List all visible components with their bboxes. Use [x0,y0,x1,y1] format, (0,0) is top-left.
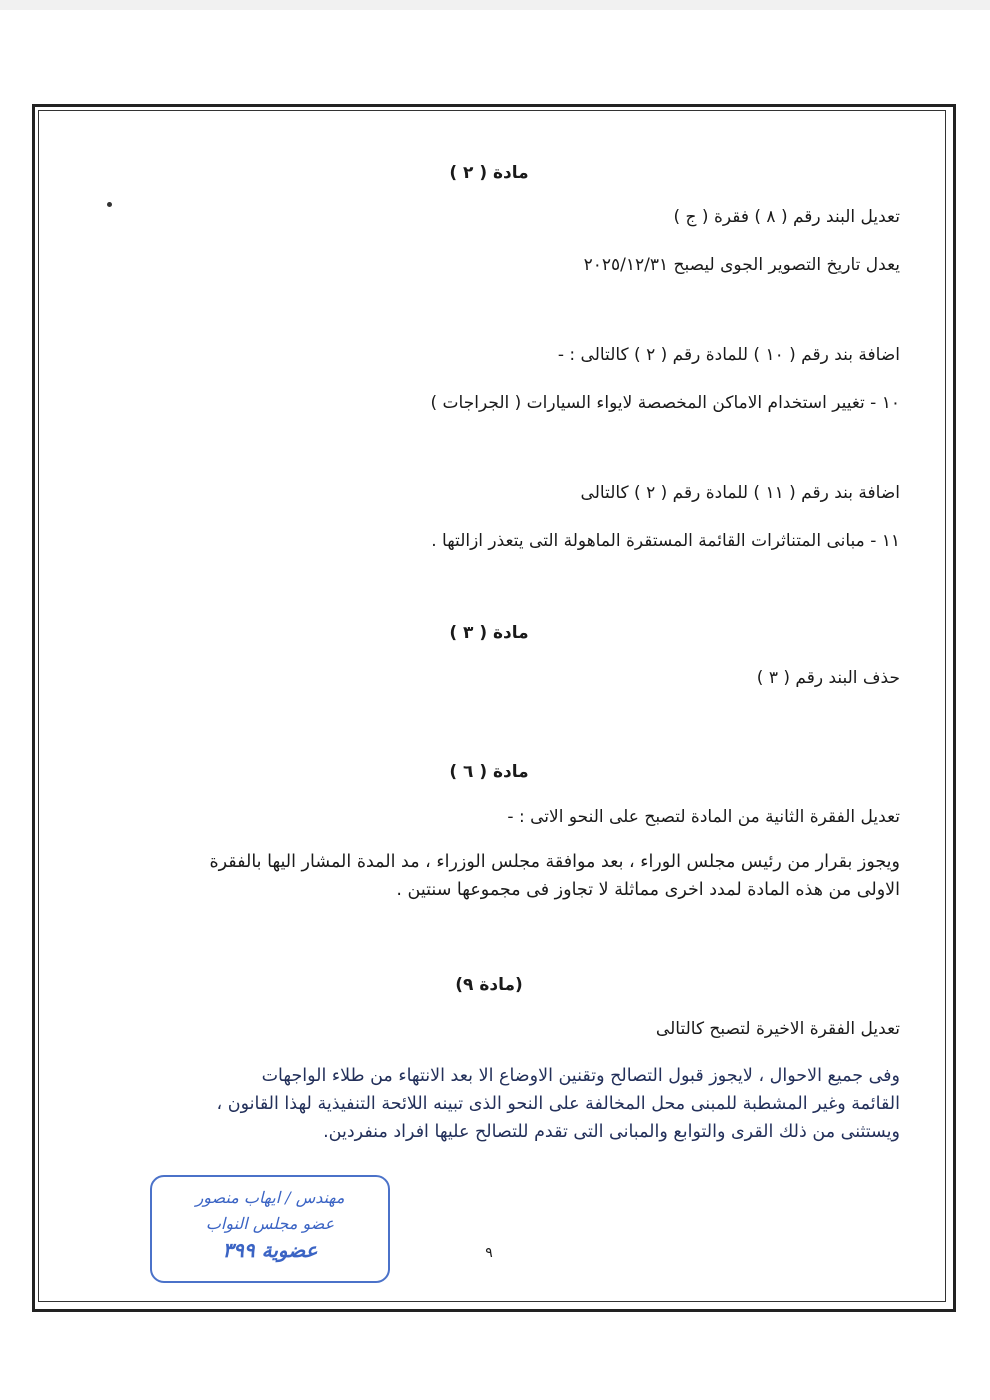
article-9-line-2: القائمة وغير المشطبة للمبنى محل المخالفة على النحو الذى تبينه اللائحة التنفيذية لهذا القانون ، [216,1094,900,1114]
scan-edge [0,0,990,10]
stamp-line-2: عضو مجلس النواب [205,1214,335,1233]
article-9-paragraph [78,1062,900,1146]
page-number: ٩ [485,1245,493,1261]
member-stamp [150,1175,390,1283]
article-9-line-3: ويستثنى من ذلك القرى والتوابع والمبانى التى تقدم للتصالح عليها افراد منفردين. [323,1122,900,1142]
article-6-intro: تعديل الفقرة الثانية من المادة لتصبح على النحو الاتى : - [507,807,900,827]
document-body [78,110,900,1300]
article-2-add10-text: ١٠ - تغيير استخدام الاماكن المخصصة لايواء السيارات ( الجراجات ) [430,393,900,413]
article-2-add11-intro: اضافة بند رقم ( ١١ ) للمادة رقم ( ٢ ) كالتالى [580,483,900,503]
article-2-amend-text: يعدل تاريخ التصوير الجوى ليصبح ٢٠٢٥/١٢/٣١ [583,255,900,275]
article-2-add11-text: ١١ - مبانى المتناثرات القائمة المستقرة الماهولة التى يتعذر ازالتها . [431,531,900,551]
article-6-heading: مادة ( ٦ ) [449,762,529,782]
article-2-add10-intro: اضافة بند رقم ( ١٠ ) للمادة رقم ( ٢ ) كالتالى : - [557,345,900,365]
article-9-line-1: وفى جميع الاحوال ، لايجوز قبول التصالح وتقنين الاوضاع الا بعد الانتهاء من طلاء الواجهات [261,1066,900,1086]
article-9-heading: (مادة ٩) [455,975,523,995]
stamp-line-1: مهندس / ايهاب منصور [195,1188,345,1207]
stray-mark [107,202,112,207]
article-6-line-2: الاولى من هذه المادة لمدد اخرى مماثلة لا تجاوز فى مجموعها سنتين . [396,880,900,900]
article-2-heading: مادة ( ٢ ) [449,163,529,183]
article-3-heading: مادة ( ٣ ) [449,623,529,643]
article-3-text: حذف البند رقم ( ٣ ) [756,668,900,688]
stamp-line-3: عضوية ٣٩٩ [222,1238,318,1262]
article-6-paragraph [78,848,900,904]
article-6-line-1: ويجوز بقرار من رئيس مجلس الوراء ، بعد موافقة مجلس الوزراء ، مد المدة المشار اليها بالفقرة [209,852,900,872]
article-9-intro: تعديل الفقرة الاخيرة لتصبح كالتالى [655,1019,900,1039]
article-2-amend-clause: تعديل البند رقم ( ٨ ) فقرة ( ج ) [673,207,900,227]
